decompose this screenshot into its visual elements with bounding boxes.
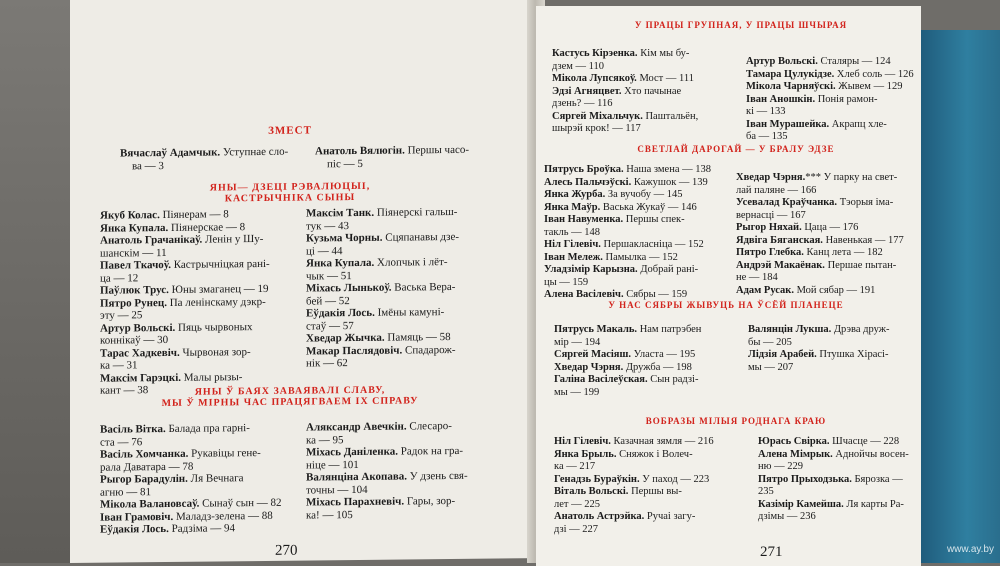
toc-line: бей — 52 bbox=[306, 294, 350, 308]
toc-line: тук — 43 bbox=[306, 219, 350, 233]
toc-column-12 bbox=[758, 436, 909, 524]
toc-line: Міхась Лынькоў. Васька Вера- bbox=[306, 280, 456, 295]
toc-line: кі — 133 bbox=[746, 106, 786, 117]
page-number-right: 271 bbox=[760, 544, 783, 560]
toc-line: Юрась Свірка. Шчасце — 228 bbox=[758, 436, 900, 447]
toc-line: Тарас Хадкевіч. Чырвоная зор- bbox=[100, 345, 251, 360]
toc-line: Алесь Пальчэўскі. Кажушок — 139 bbox=[544, 176, 708, 188]
toc-line: Міхась Парахневіч. Гары, зор- bbox=[306, 494, 456, 509]
toc-line: Васіль Хомчанка. Рукавіцы гене- bbox=[100, 447, 261, 461]
toc-line: Адам Русак. Мой сябар — 191 bbox=[736, 284, 876, 296]
toc-line: Міхась Даніленка. Радок на гра- bbox=[306, 444, 464, 459]
toc-line: дзень? — 116 bbox=[552, 98, 613, 109]
toc-line: ню — 229 bbox=[758, 461, 803, 472]
toc-line: кант — 38 bbox=[100, 384, 149, 397]
toc-line: Максім Танк. Піянерскі гальш- bbox=[306, 205, 458, 220]
watermark-text: www.ay.by bbox=[946, 544, 994, 555]
toc-line: Кастусь Кірэенка. Кім мы бу- bbox=[552, 48, 690, 59]
toc-line: Пятро Рунец. Па ленінскаму дэкр- bbox=[100, 295, 266, 310]
toc-line: Хведар Чэрня.*** У парку на свет- bbox=[736, 172, 898, 183]
toc-line: стаў — 57 bbox=[306, 319, 354, 333]
toc-line: Ніл Гілевіч. Першакласніца — 152 bbox=[544, 239, 704, 250]
toc-line: Анатоль Грачанікаў. Ленін у Шу- bbox=[100, 232, 264, 247]
toc-line: Павел Ткачоў. Кастрычніцкая рані- bbox=[100, 257, 270, 272]
page-number-left: 270 bbox=[275, 542, 298, 559]
toc-line: Янка Брыль. Сняжок і Волеч- bbox=[554, 448, 693, 460]
toc-line: ці — 44 bbox=[306, 244, 343, 258]
toc-line: ца — 12 bbox=[100, 271, 139, 285]
toc-column-3 bbox=[100, 422, 281, 536]
toc-line: Артур Вольскі. Сталяры — 124 bbox=[746, 56, 891, 67]
toc-line: вернасці — 167 bbox=[736, 209, 806, 221]
toc-line: Сяргей Масіяш. Уласта — 195 bbox=[554, 349, 696, 360]
toc-line: ка! — 105 bbox=[306, 508, 353, 522]
toc-line: Эдзі Агняцвет. Хто пачынае bbox=[552, 85, 682, 97]
toc-line: Хведар Чэрня. Дружба — 198 bbox=[554, 361, 692, 373]
toc-line: дзі — 227 bbox=[554, 523, 599, 535]
left-page bbox=[70, 0, 535, 563]
toc-line: Валянцін Лукша. Дрэва друж- bbox=[748, 324, 890, 335]
toc-line: Паўлюк Трус. Юны змаганец — 19 bbox=[100, 282, 269, 297]
toc-line: Іван Мурашейка. Акрапц хле- bbox=[746, 118, 887, 130]
toc-line: Алена Васілевіч. Сябры — 159 bbox=[544, 289, 688, 300]
toc-line: Пятро Прыходзька. Бярозка — bbox=[758, 473, 903, 485]
toc-line: Васіль Вітка. Балада пра гарні- bbox=[100, 422, 250, 436]
toc-line: Янка Журба. За вучобу — 145 bbox=[544, 189, 683, 200]
toc-column-10 bbox=[748, 324, 889, 374]
toc-line: Ніл Гілевіч. Казачная зямля — 216 bbox=[554, 436, 714, 447]
toc-line: лет — 225 bbox=[554, 498, 600, 510]
toc-line: Ядвіга Бяганская. Навенькая — 177 bbox=[736, 234, 904, 246]
toc-line: ніце — 101 bbox=[306, 458, 359, 472]
toc-line: ка — 31 bbox=[100, 359, 138, 372]
toc-line: Галіна Васілеўская. Сын радзі- bbox=[554, 374, 699, 385]
toc-line: бы — 205 bbox=[748, 336, 792, 348]
toc-line: ка — 217 bbox=[554, 461, 596, 472]
toc-line: коннікаў — 30 bbox=[100, 333, 169, 347]
toc-line: ста — 76 bbox=[100, 435, 143, 449]
toc-line: Еўдакія Лось. Радзіма — 94 bbox=[100, 522, 236, 536]
toc-line: дзімы — 236 bbox=[758, 511, 816, 522]
toc-column-5 bbox=[552, 48, 698, 136]
toc-line: Артур Вольскі. Пяць чырвоных bbox=[100, 320, 253, 335]
toc-line: цы — 159 bbox=[544, 276, 589, 288]
toc-line: ка — 95 bbox=[306, 433, 344, 447]
toc-line: шырэй крок! — 117 bbox=[552, 123, 641, 134]
toc-line: Аляксандр Авечкін. Слесаро- bbox=[306, 420, 452, 434]
toc-column-11 bbox=[554, 436, 714, 536]
toc-line: Тамара Цулукідзе. Хлеб соль — 126 bbox=[746, 68, 914, 80]
toc-column-6 bbox=[746, 56, 914, 144]
section-heading-4: СВЕТЛАЙ ДАРОГАЙ — У БРАЛУ ЭДЗЕ bbox=[637, 144, 835, 154]
section-heading-1: ЯНЫ— ДЗЕЦІ РЭВАЛЮЦЫІ, КАСТРЫЧНІКА СЫНЫ bbox=[209, 180, 371, 205]
toc-column-2 bbox=[306, 206, 459, 370]
toc-line: Віталь Вольскі. Першы вы- bbox=[554, 486, 682, 497]
toc-line: Пятрусь Броўка. Наша змена — 138 bbox=[544, 164, 711, 175]
toc-line: Алена Мімрык. Аднойчы восен- bbox=[758, 448, 909, 460]
toc-line: эту — 25 bbox=[100, 309, 143, 322]
toc-line: рала Даватара — 78 bbox=[100, 460, 194, 474]
toc-line: Мікола Лупсякоў. Мост — 111 bbox=[552, 73, 694, 84]
toc-line: Максім Гарэцкі. Малы рызы- bbox=[100, 370, 243, 385]
toc-line: дзем — 110 bbox=[552, 60, 605, 72]
toc-line: Пятро Глебка. Канц лета — 182 bbox=[736, 247, 883, 258]
toc-line: Мікола Валановсаў. Сынаў сын — 82 bbox=[100, 496, 282, 511]
toc-line: Хведар Жычка. Памяць — 58 bbox=[306, 331, 451, 345]
toc-line: Казімір Камейша. Ля карты Ра- bbox=[758, 498, 904, 510]
section-heading-2: ЯНЫ Ў БАЯХ ЗАВАЯВАЛІ СЛАВУ, МЫ Ў МІРНЫ ЧАС ПРАЦЯГВАЕМ ІХ СПРАВУ bbox=[161, 384, 419, 410]
contents-title: ЗМЕСТ bbox=[268, 124, 312, 137]
toc-line: Іван Аношкін. Понія рамон- bbox=[746, 93, 878, 105]
toc-line: Янка Купала. Піянерскае — 8 bbox=[100, 220, 246, 235]
toc-line: мы — 199 bbox=[554, 386, 600, 398]
section-heading-5: У НАС СЯБРЫ ЖЫВУЦЬ НА ЎСЁЙ ПЛАНЕЦЕ bbox=[608, 300, 844, 310]
toc-line: Іван Грамовіч. Маладз-зелена — 88 bbox=[100, 509, 273, 524]
table-surface bbox=[0, 0, 70, 563]
toc-column-1 bbox=[100, 208, 270, 397]
intro-entry-1: Вячаслаў Адамчык. Уступнае сло- ва — 3 bbox=[120, 145, 289, 172]
toc-line: Андрэй Макаёнак. Першае пытан- bbox=[736, 259, 897, 271]
toc-line: Янка Купала. Хлопчык і лёт- bbox=[306, 256, 448, 270]
toc-line: Еўдакія Лось. Імёны камуні- bbox=[306, 306, 445, 320]
toc-line: Макар Паслядовіч. Спадарож- bbox=[306, 343, 456, 358]
toc-line: лай паляне — 166 bbox=[736, 184, 817, 196]
toc-line: Сяргей Міхальчук. Паштальён, bbox=[552, 110, 699, 122]
toc-line: мы — 207 bbox=[748, 361, 794, 373]
section-heading-3: У ПРАЦЫ ГРУПНАЯ, У ПРАЦЫ ШЧЫРАЯ bbox=[634, 20, 848, 30]
toc-line: шанскім — 11 bbox=[100, 246, 167, 260]
toc-line: Кузьма Чорны. Сцяпанавы дзе- bbox=[306, 230, 460, 245]
toc-line: Анатоль Астрэйка. Ручаі загу- bbox=[554, 511, 696, 522]
toc-line: Уладзімір Карызна. Добрай рані- bbox=[544, 264, 699, 275]
toc-line: чык — 51 bbox=[306, 269, 352, 283]
right-page bbox=[536, 6, 921, 566]
intro-entry-2: Анатоль Вялюгін. Першы часо- піс — 5 bbox=[315, 143, 470, 170]
toc-line: Янка Маўр. Васька Жукаў — 146 bbox=[544, 201, 697, 213]
toc-line: Рыгор Няхай. Цаца — 176 bbox=[736, 222, 859, 233]
toc-line: Пятрусь Макаль. Нам патрэбен bbox=[554, 324, 702, 335]
toc-line: Мікола Чарняўскі. Жывем — 129 bbox=[746, 81, 903, 92]
toc-column-8 bbox=[736, 172, 904, 297]
toc-line: 235 bbox=[758, 486, 774, 497]
toc-line: агню — 81 bbox=[100, 485, 151, 499]
toc-line: мір — 194 bbox=[554, 336, 601, 348]
toc-line: Іван Мележ. Памылка — 152 bbox=[544, 251, 678, 263]
toc-line: точны — 104 bbox=[306, 483, 368, 497]
toc-column-4 bbox=[306, 420, 468, 522]
toc-line: Іван Навуменка. Першы спек- bbox=[544, 214, 685, 225]
toc-column-7 bbox=[544, 164, 711, 302]
book-cover-edge bbox=[918, 30, 1000, 563]
toc-line: не — 184 bbox=[736, 272, 778, 283]
toc-line: Лідзія Арабей. Птушка Хірасі- bbox=[748, 349, 889, 360]
toc-line: нік — 62 bbox=[306, 357, 348, 370]
toc-line: Валянціна Акопава. У дзень свя- bbox=[306, 469, 468, 484]
toc-line: Рыгор Барадулін. Ля Вечнага bbox=[100, 472, 244, 486]
toc-line: Усевалад Краўчанка. Тэорыя іма- bbox=[736, 197, 894, 208]
toc-line: такль — 148 bbox=[544, 226, 601, 238]
toc-column-9 bbox=[554, 324, 701, 399]
section-heading-6: ВОБРАЗЫ МІЛЫЯ РОДНАГА КРАЮ bbox=[645, 416, 827, 426]
toc-line: Якуб Колас. Піянерам — 8 bbox=[100, 208, 229, 222]
toc-line: ба — 135 bbox=[746, 131, 788, 142]
toc-line: Генадзь Бураўкін. У паход — 223 bbox=[554, 473, 710, 485]
